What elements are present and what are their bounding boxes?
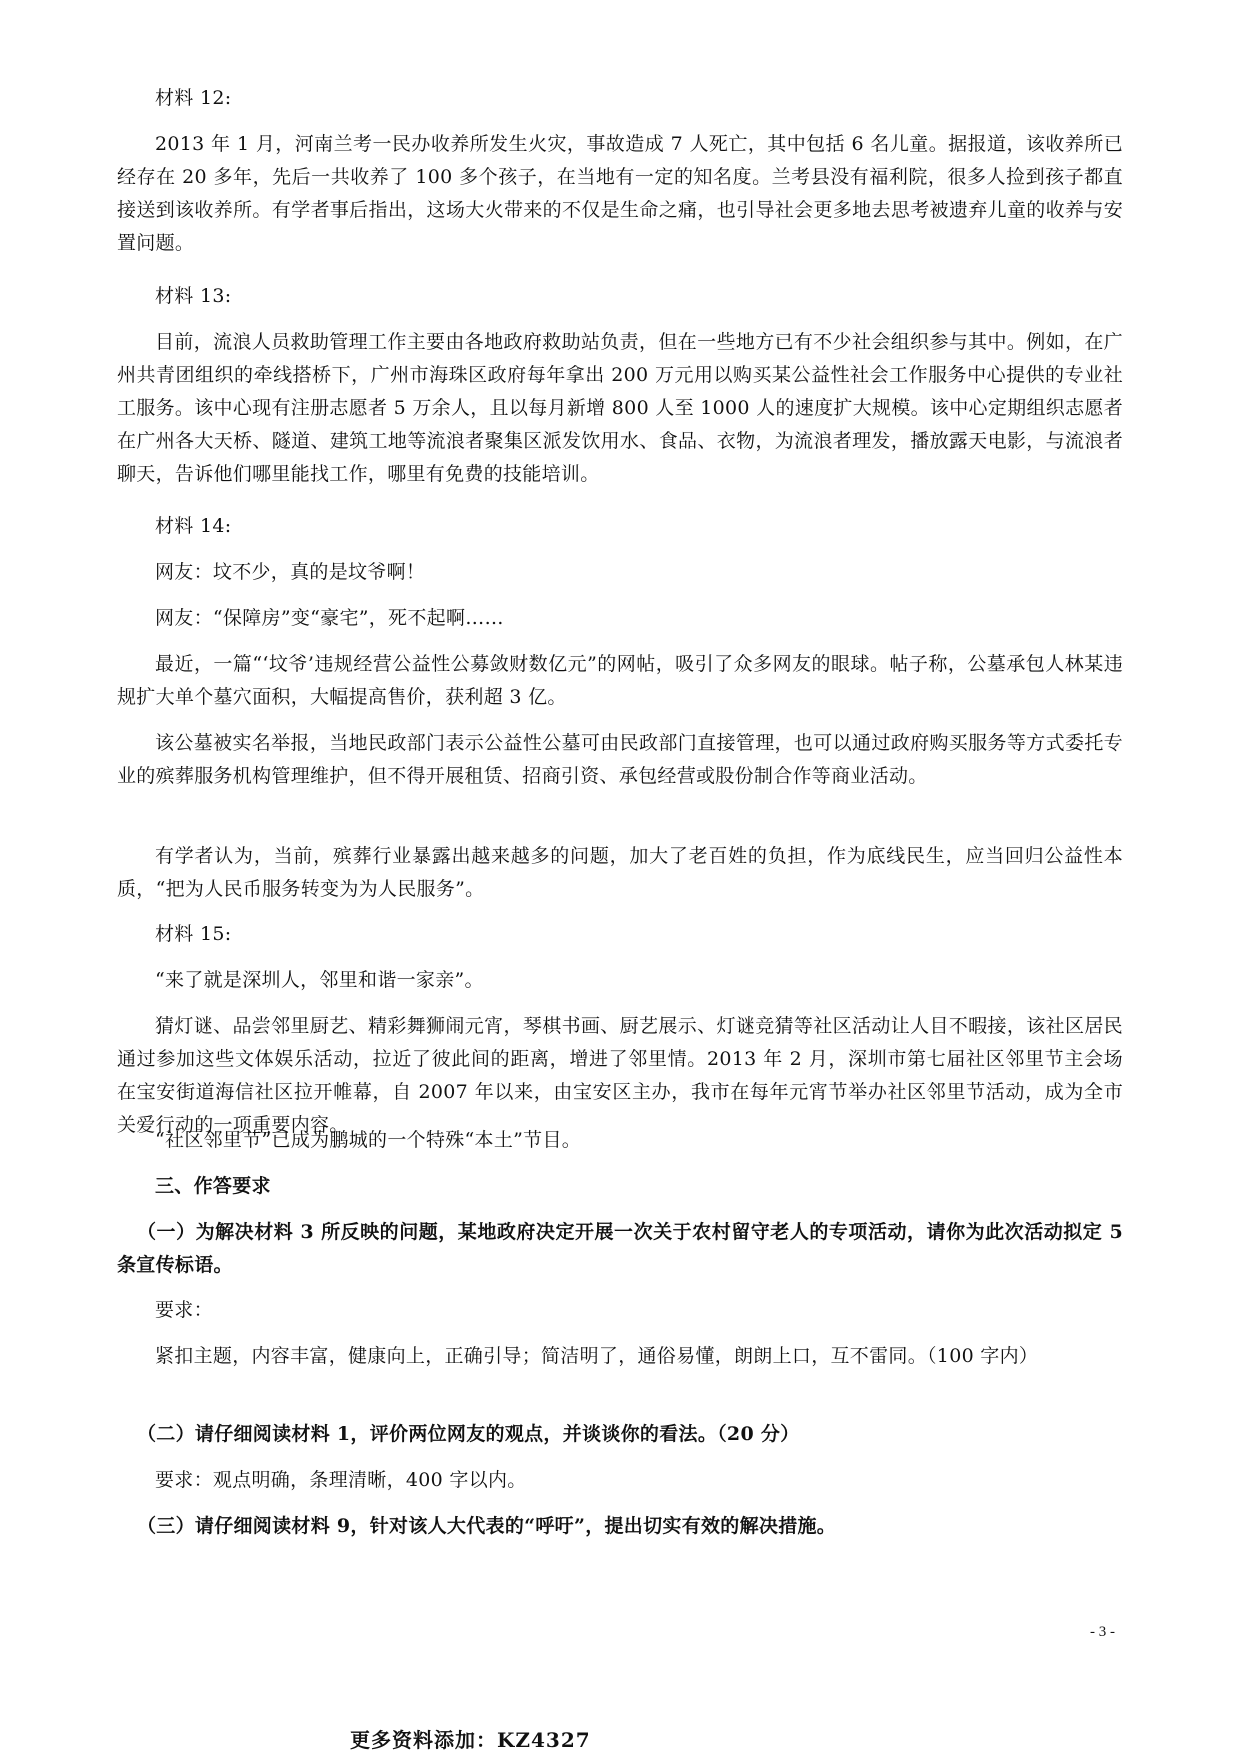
material-14-netizen-2: 网友：“保障房”变“豪宅”，死不起啊…… (155, 607, 504, 629)
material-14-paragraph-1: 最近，一篇“‘坟爷’违规经营公益性公募敛财数亿元”的网帖，吸引了众多网友的眼球。帖子称，公墓承包人林某违规扩大单个墓穴面积，大幅提高售价，获利超 3 亿。 (117, 653, 1123, 708)
material-13-heading: 材料 13: (155, 285, 232, 307)
material-13-paragraph: 目前，流浪人员救助管理工作主要由各地政府救助站负责，但在一些地方已有不少社会组织参与其中。例如，在广州共青团组织的牵线搭桥下，广州市海珠区政府每年拿出 200 万元用以购买某公益性社会工作服务中心提供的专业社工服务。该中心现有注册志愿者 5 万余人，且以每月新增 800 人至 1000 人的速度扩大规模。该中心定期组织志愿者在广州各大天桥、隧道、建筑工地等流浪者聚集区派发饮用水、食品、衣物，为流浪者理发，播放露天电影，与流浪者聊天，告诉他们哪里能找工作，哪里有免费的技能培训。 (117, 331, 1123, 485)
question-2: （二）请仔细阅读材料 1，评价两位网友的观点，并谈谈你的看法。（20 分） (137, 1423, 800, 1445)
question-3: （三）请仔细阅读材料 9，针对该人大代表的“呼吁”，提出切实有效的解决措施。 (137, 1515, 837, 1537)
material-12-paragraph: 2013 年 1 月，河南兰考一民办收养所发生火灾，事故造成 7 人死亡，其中包括 6 名儿童。据报道，该收养所已经存在 20 多年，先后一共收养了 100 多个孩子，在当地有一定的知名度。兰考县没有福利院，很多人捡到孩子都直接送到该收养所。有学者事后指出，这场大火带来的不仅是生命之痛，也引导社会更多地去思考被遗弃儿童的收养与安置问题。 (117, 133, 1123, 254)
material-15-paragraph: 猜灯谜、品尝邻里厨艺、精彩舞狮闹元宵，琴棋书画、厨艺展示、灯谜竞猜等社区活动让人目不暇接，该社区居民通过参加这些文体娱乐活动，拉近了彼此间的距离，增进了邻里情。2013 年 2 月，深圳市第七届社区邻里节主会场在宝安街道海信社区拉开帷幕，自 2007 年以来，由宝安区主办，我市在每年元宵节举办社区邻里节活动，成为全市关爱行动的一项重要内容。 (117, 1015, 1123, 1136)
material-14-paragraph-2: 该公墓被实名举报，当地民政部门表示公益性公墓可由民政部门直接管理，也可以通过政府购买服务等方式委托专业的殡葬服务机构管理维护，但不得开展租赁、招商引资、承包经营或股份制合作等商业活动。 (117, 732, 1123, 787)
material-14-heading: 材料 14: (155, 515, 232, 537)
question-1-requirement-label: 要求： (155, 1299, 213, 1321)
question-1: （一）为解决材料 3 所反映的问题，某地政府决定开展一次关于农村留守老人的专项活动，请你为此次活动拟定 5 条宣传标语。 (117, 1221, 1123, 1276)
footer-contact: 更多资料添加：KZ4327 (350, 1728, 591, 1752)
material-14-netizen-1: 网友：坟不少，真的是坟爷啊！ (155, 561, 426, 583)
material-15-closing: “社区邻里节”已成为鹏城的一个特殊“本土”节目。 (155, 1129, 582, 1151)
material-14-paragraph-3: 有学者认为，当前，殡葬行业暴露出越来越多的问题，加大了老百姓的负担，作为底线民生，应当回归公益性本质，“把为人民币服务转变为为人民服务”。 (117, 845, 1123, 900)
section-3-heading: 三、作答要求 (155, 1175, 271, 1197)
material-15-heading: 材料 15: (155, 923, 232, 945)
question-1-requirement: 紧扣主题，内容丰富，健康向上，正确引导；简洁明了，通俗易懂，朗朗上口，互不雷同。（100 字内） (155, 1345, 1039, 1367)
question-2-requirement: 要求：观点明确，条理清晰，400 字以内。 (155, 1469, 527, 1491)
page-number: - 3 - (1090, 1624, 1115, 1640)
material-12-heading: 材料 12: (155, 87, 232, 109)
material-15-slogan: “来了就是深圳人，邻里和谐一家亲”。 (155, 969, 484, 991)
